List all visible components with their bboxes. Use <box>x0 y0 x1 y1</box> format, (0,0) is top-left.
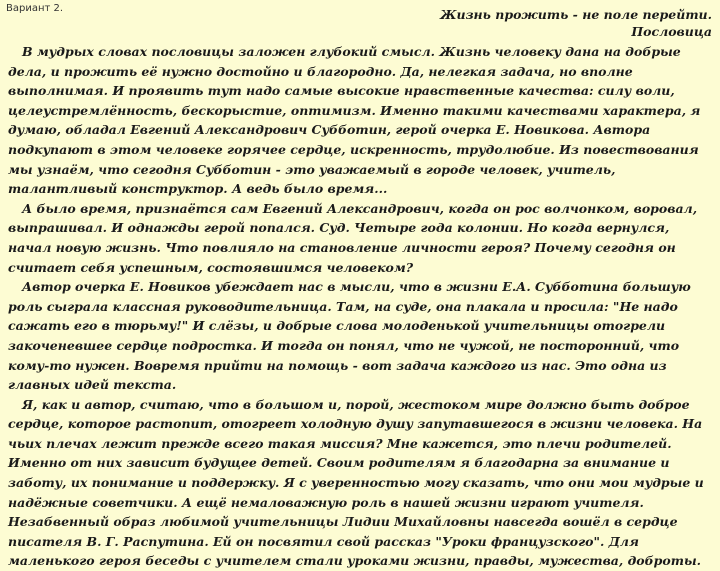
essay-paragraph-2: А было время, признаётся сам Евгений Александрович, когда он рос волчонком, воровал, выпрашивал. И однажды герой попался. Суд. Четыре года колонии. Но когда вернулся, начал новую жизнь. Что повлияло на становление личности героя? Почему сегодня он считает себя успешным, состоявшимся человеком? <box>8 200 698 275</box>
essay-paragraph-4: Я, как и автор, считаю, что в большом и, порой, жестоком мире должно быть доброе сердце, которое растопит, отогреет холодную душу запутавшегося в жизни человека. На чьих плечах лежит прежде всего такая миссия? Мне кажется, это плечи родителей. Именно от них зависит будущее детей. Своим родителям я благодарна за внимание и заботу, их понимание и поддержку. Я с уверенностью могу сказать, что они мои мудрые и надёжные советчики. А ещё немаловажную роль в нашей жизни играют учителя. Незабвенный образ любимой учительницы Лидии Михайловны навсегда вошёл в сердце писателя В. Г. Распутина. Ей он посвятил свой рассказ "Уроки французского". Для маленького героя беседы с учителем стали уроками жизни, правды, мужества, доброты. <box>8 396 704 569</box>
epigraph-quote: Жизнь прожить - не поле перейти. <box>440 7 712 22</box>
essay-paragraph-1: В мудрых словах пословицы заложен глубокий смысл. Жизнь человеку дана на добрые дела, и прожить её нужно достойно и благородно. Да, нелегкая задача, но вполне выполнимая. И проявить тут надо самые высокие нравственные качества: силу воли, целеустремлённость, бескорыстие, оптимизм. Именно такими качествами характера, я думаю, обладал Евгений Александрович Субботин, герой очерка Е. Новикова. Автора подкупают в этом человеке горячее сердце, искренность, трудолюбие. Из повествования мы узнаём, что сегодня Субботин - это уважаемый в городе человек, учитель, талантливый конструктор. А ведь было время... <box>8 44 701 197</box>
epigraph <box>440 6 712 40</box>
essay-body <box>8 42 714 571</box>
essay-paragraph-3: Автор очерка Е. Новиков убеждает нас в мысли, что в жизни Е.А. Субботина большую роль сыграла классная руководительница. Там, на суде, она плакала и просила: "Не надо сажать его в тюрьму!" И слёзы, и добрые слова молоденькой учительницы отогрели закоченевшее сердце подростка. И тогда он понял, что не чужой, не посторонний, что кому-то нужен. Вовремя прийти на помощь - вот задача каждого из нас. Это одна из главных идей текста. <box>8 279 691 393</box>
epigraph-source: Пословица <box>631 24 712 39</box>
variant-label: Вариант 2. <box>6 3 64 14</box>
